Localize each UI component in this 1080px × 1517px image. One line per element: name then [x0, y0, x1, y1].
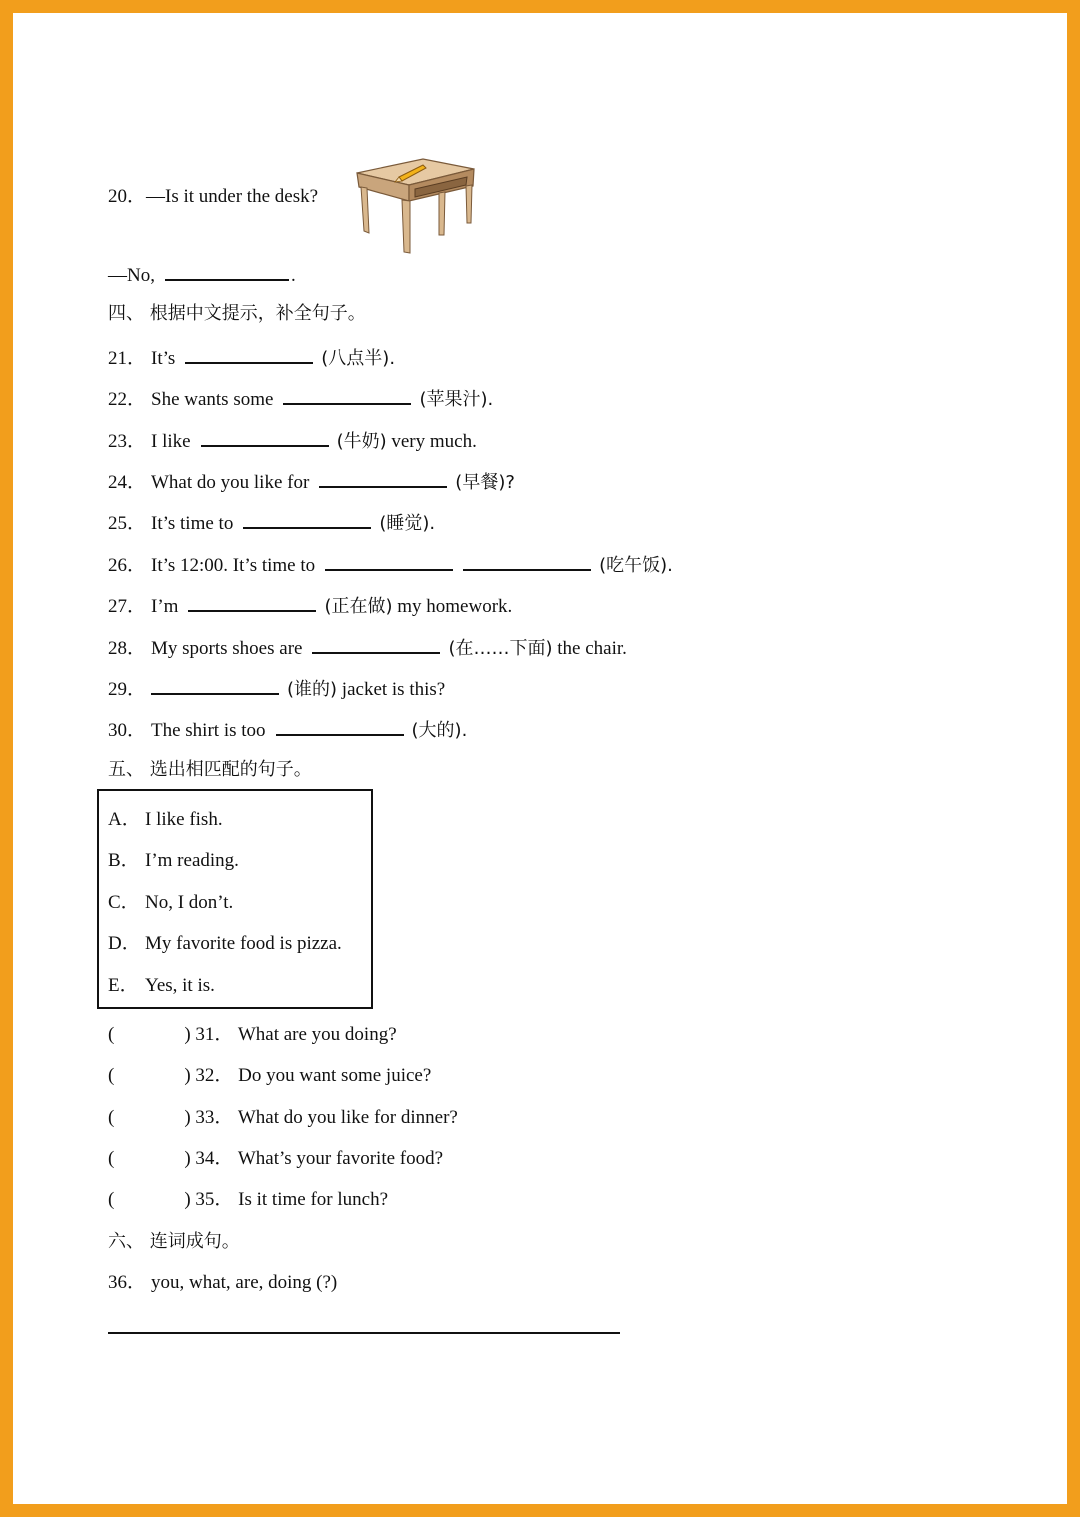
chinese-hint: (谁的)	[287, 679, 338, 700]
question-text-after: very much.	[391, 431, 477, 452]
question-30	[108, 716, 467, 743]
question-27	[108, 592, 512, 619]
question-text: Is it time for lunch?	[238, 1189, 389, 1210]
option-e	[108, 974, 215, 998]
question-text: you, what, are, doing (?)	[151, 1272, 338, 1293]
question-number: ) 34．	[184, 1148, 234, 1169]
chinese-hint: (早餐)?	[455, 472, 515, 493]
answer-blank[interactable]	[276, 716, 404, 736]
question-20	[108, 185, 318, 209]
question-text-before: It’s 12:00. It’s time to	[151, 555, 316, 576]
chinese-hint: (八点半).	[321, 348, 396, 369]
option-letter: A．	[108, 809, 141, 830]
option-b	[108, 849, 239, 873]
question-number: 28．	[108, 638, 147, 659]
question-31	[108, 1023, 397, 1047]
question-text-before: I’m	[151, 596, 179, 617]
question-text-after: jacket is this?	[341, 679, 446, 700]
answer-paren-open: (	[108, 1148, 115, 1169]
answer-paren-open: (	[108, 1065, 115, 1086]
question-text: What do you like for dinner?	[237, 1107, 458, 1128]
option-text: No, I don’t.	[145, 892, 234, 913]
question-text-before: What do you like for	[151, 472, 310, 493]
question-number: 27．	[108, 596, 147, 617]
answer-paren-open: (	[108, 1024, 115, 1045]
question-28	[108, 634, 627, 661]
chinese-hint: (睡觉).	[379, 513, 436, 534]
question-text: Do you want some juice?	[238, 1065, 432, 1086]
answer-blank[interactable]	[151, 675, 279, 695]
question-number: ) 32．	[184, 1065, 234, 1086]
answer-blank[interactable]	[201, 427, 329, 447]
question-number: 21．	[108, 348, 147, 369]
answer-paren-open: (	[108, 1107, 115, 1128]
chinese-hint: (正在做)	[324, 596, 393, 617]
answer-paren-open: (	[108, 1189, 115, 1210]
question-number: ) 33．	[184, 1107, 234, 1128]
chinese-hint: (牛奶)	[336, 431, 387, 452]
chinese-hint: (吃午饭).	[599, 555, 673, 576]
question-22	[108, 385, 493, 412]
question-number: 25．	[108, 513, 147, 534]
question-number: 22．	[108, 389, 147, 410]
answer-blank-2[interactable]	[463, 551, 591, 571]
question-25	[108, 509, 435, 536]
answer-blank[interactable]	[165, 261, 289, 281]
question-number: 29．	[108, 679, 147, 700]
answer-suffix: .	[290, 265, 296, 286]
answer-blank[interactable]	[319, 468, 447, 488]
question-34	[108, 1147, 443, 1171]
question-number: 24．	[108, 472, 147, 493]
question-32	[108, 1064, 431, 1088]
answer-blank[interactable]	[283, 385, 411, 405]
option-d	[108, 932, 342, 956]
option-text: I’m reading.	[145, 850, 239, 871]
option-letter: C．	[108, 892, 140, 913]
question-number: 20．	[108, 186, 147, 207]
desk-with-pencil-image	[353, 153, 479, 258]
question-text-before: It’s time to	[151, 513, 234, 534]
question-26	[108, 551, 673, 578]
question-24	[108, 468, 515, 495]
option-letter: E．	[108, 975, 139, 996]
question-35	[108, 1188, 388, 1212]
question-number: ) 35．	[184, 1189, 234, 1210]
chinese-hint: (大的).	[411, 720, 468, 741]
question-text: What’s your favorite food?	[237, 1148, 444, 1169]
chinese-hint: (在……下面)	[448, 638, 553, 659]
option-c	[108, 891, 233, 915]
question-20-answer	[108, 261, 296, 288]
question-21	[108, 344, 395, 371]
question-text-before: The shirt is too	[151, 720, 266, 741]
question-36	[108, 1271, 337, 1295]
section-4-title: 四、 根据中文提示，补全句子。	[108, 303, 366, 324]
answer-blank[interactable]	[243, 509, 371, 529]
answer-blank[interactable]	[188, 592, 316, 612]
question-29	[108, 675, 445, 702]
option-letter: B．	[108, 850, 140, 871]
question-number: ) 31．	[184, 1024, 234, 1045]
answer-blank-1[interactable]	[325, 551, 453, 571]
question-text-before: She wants some	[151, 389, 274, 410]
option-text: Yes, it is.	[145, 975, 215, 996]
worksheet-page	[13, 13, 1067, 1504]
question-number: 23．	[108, 431, 147, 452]
answer-blank[interactable]	[185, 344, 313, 364]
question-text: What are you doing?	[237, 1024, 397, 1045]
option-a	[108, 808, 223, 832]
question-text-before: My sports shoes are	[151, 638, 303, 659]
question-text-before: It’s	[151, 348, 176, 369]
section-5-title: 五、 选出相匹配的句子。	[108, 759, 312, 780]
question-number: 26．	[108, 555, 147, 576]
question-number: 36．	[108, 1272, 147, 1293]
question-number: 30．	[108, 720, 147, 741]
answer-prefix: —No,	[108, 265, 155, 286]
question-text-before: I like	[151, 431, 191, 452]
question-text-after: the chair.	[557, 638, 627, 659]
option-text: My favorite food is pizza.	[145, 933, 342, 954]
question-text: —Is it under the desk?	[146, 186, 319, 207]
section-6-title: 六、 连词成句。	[108, 1231, 240, 1252]
question-23	[108, 427, 477, 454]
answer-line[interactable]	[108, 1332, 620, 1334]
question-33	[108, 1106, 458, 1130]
option-letter: D．	[108, 933, 141, 954]
chinese-hint: (苹果汁).	[419, 389, 494, 410]
question-text-after: my homework.	[397, 596, 513, 617]
option-text: I like fish.	[145, 809, 223, 830]
answer-blank[interactable]	[312, 634, 440, 654]
